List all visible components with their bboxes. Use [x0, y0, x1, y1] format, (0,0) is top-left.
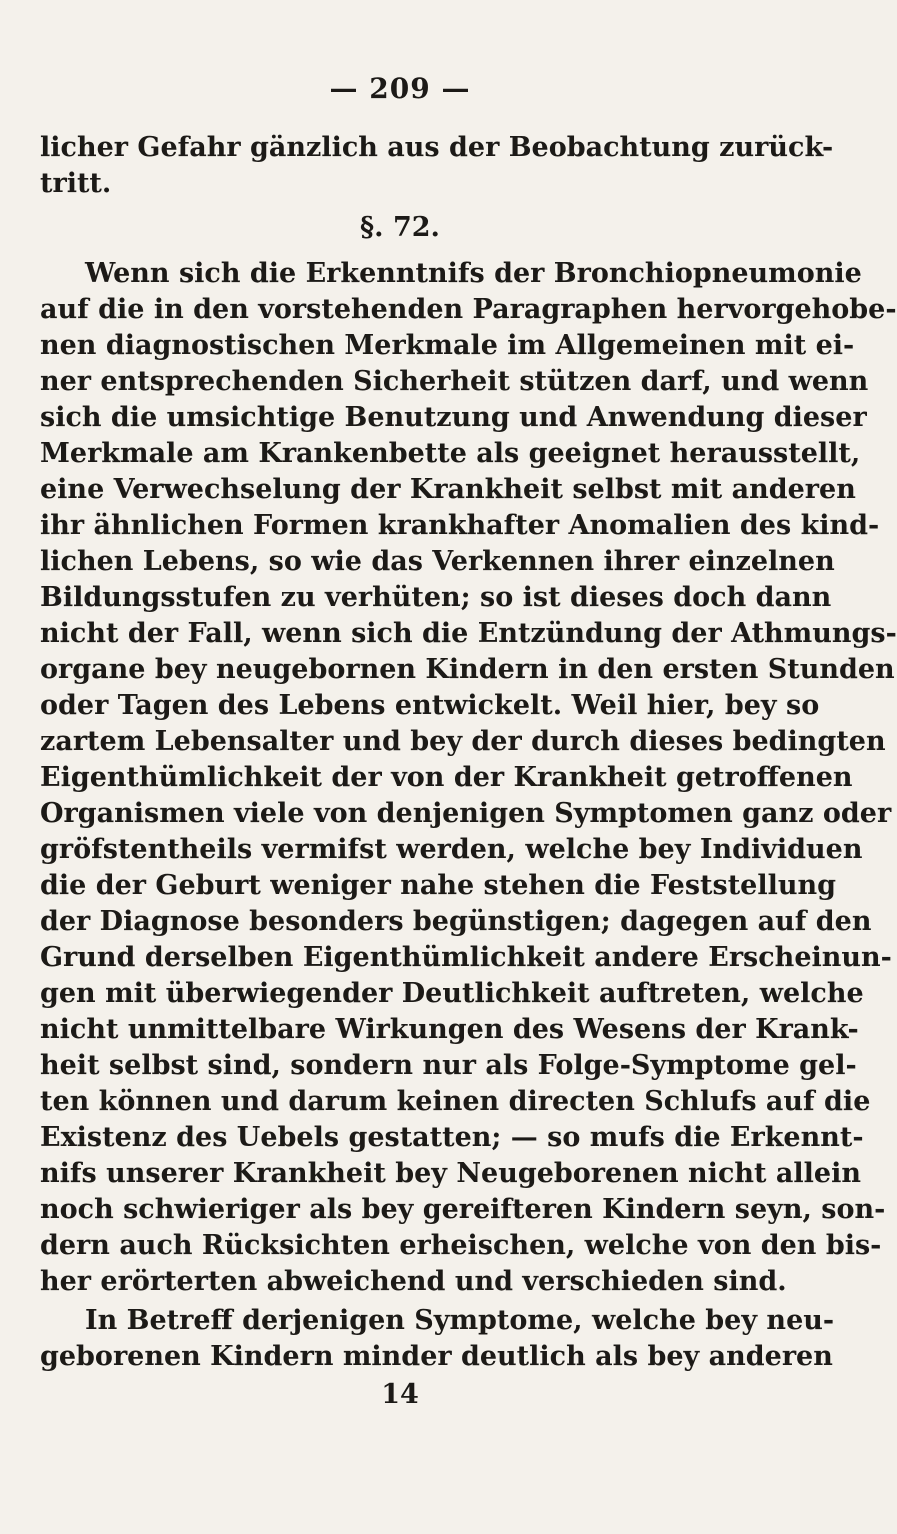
text-line: Grund derselben Eigenthümlichkeit andere Erscheinun- — [40, 942, 892, 973]
text-line: geborenen Kindern minder deutlich als bey anderen — [40, 1341, 833, 1372]
text-line: In Betreff derjenigen Symptome, welche bey neu- — [85, 1305, 835, 1336]
text-line: dern auch Rücksichten erheischen, welche von den bis- — [40, 1230, 882, 1261]
text-line: gröfstentheils vermifst werden, welche bey Individuen — [40, 834, 863, 865]
text-line: heit selbst sind, sondern nur als Folge-Symptome gel- — [40, 1050, 857, 1081]
text-line: nicht unmittelbare Wirkungen des Wesens der Krank- — [40, 1014, 859, 1045]
text-line: tritt. — [40, 168, 112, 199]
text-line: zartem Lebensalter und bey der durch dieses bedingten — [40, 726, 886, 757]
text-line: ner entsprechenden Sicherheit stützen darf, und wenn — [40, 366, 869, 397]
section-heading: §. 72. — [360, 212, 440, 243]
text-line: nifs unserer Krankheit bey Neugeborenen nicht allein — [40, 1158, 861, 1189]
text-line: gen mit überwiegender Deutlichkeit auftreten, welche — [40, 978, 864, 1009]
text-line: nen diagnostischen Merkmale im Allgemeinen mit ei- — [40, 330, 855, 361]
text-line: eine Verwechselung der Krankheit selbst mit anderen — [40, 474, 856, 505]
text-line: Bildungsstufen zu verhüten; so ist dieses doch dann — [40, 582, 832, 613]
text-line: die der Geburt weniger nahe stehen die Feststellung — [40, 870, 837, 901]
text-line: Merkmale am Krankenbette als geeignet herausstellt, — [40, 438, 861, 469]
signature-mark: 14 — [381, 1379, 419, 1410]
text-line: sich die umsichtige Benutzung und Anwendung dieser — [40, 402, 867, 433]
text-line: lichen Lebens, so wie das Verkennen ihrer einzelnen — [40, 546, 835, 577]
text-line: Organismen viele von denjenigen Symptomen ganz oder — [40, 798, 892, 829]
text-line: organe bey neugebornen Kindern in den ersten Stunden — [40, 654, 895, 685]
text-line: auf die in den vorstehenden Paragraphen hervorgehobe- — [40, 294, 897, 325]
text-line: her erörterten abweichend und verschieden sind. — [40, 1266, 787, 1297]
text-line: Existenz des Uebels gestatten; — so mufs die Erkennt- — [40, 1122, 864, 1153]
text-line: licher Gefahr gänzlich aus der Beobachtung zurück- — [40, 132, 834, 163]
page-number: — 209 — — [329, 72, 471, 105]
text-line: ihr ähnlichen Formen krankhafter Anomalien des kind- — [40, 510, 880, 541]
text-line: der Diagnose besonders begünstigen; dagegen auf den — [40, 906, 872, 937]
text-line: Eigenthümlichkeit der von der Krankheit getroffenen — [40, 762, 853, 793]
text-line: oder Tagen des Lebens entwickelt. Weil hier, bey so — [40, 690, 820, 721]
text-line: nicht der Fall, wenn sich die Entzündung der Athmungs- — [40, 618, 897, 649]
text-line: ten können und darum keinen directen Schlufs auf die — [40, 1086, 871, 1117]
text-line: noch schwieriger als bey gereifteren Kindern seyn, son- — [40, 1194, 886, 1225]
text-line: Wenn sich die Erkenntnifs der Bronchiopneumonie — [85, 258, 862, 289]
